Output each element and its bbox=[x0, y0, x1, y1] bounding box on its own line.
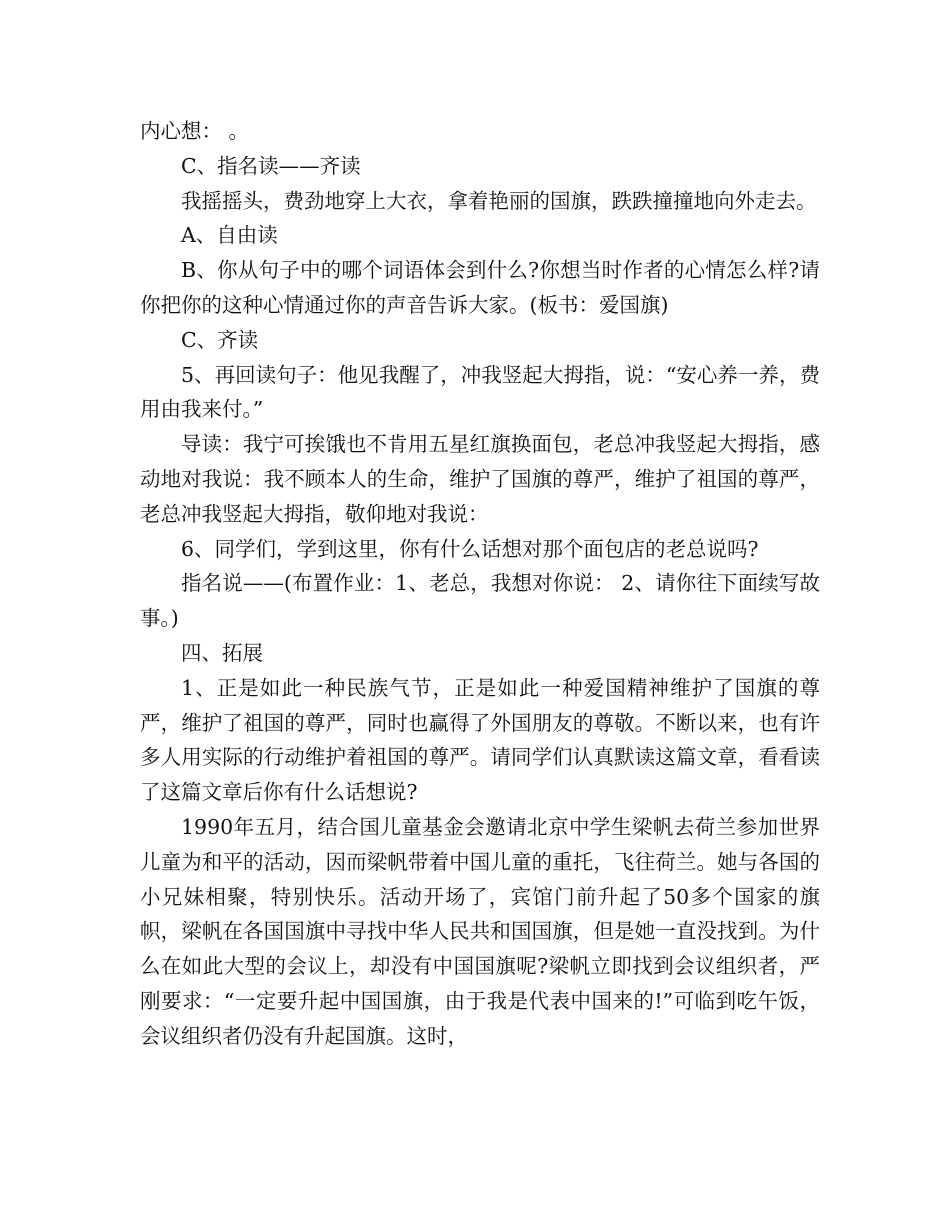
paragraph: 1990年五月，结合国儿童基金会邀请北京中学生梁帆去荷兰参加世界儿童为和平的活动，因而梁帆带着中国儿童的重托，飞往荷兰。她与各国的小兄妹相聚，特别快乐。活动开场了，宾馆门前升起了50多个国家的旗帜，梁帆在各国国旗中寻找中华人民共和国国旗，但是她一直没找到。为什么在如此大型的会议上，却没有中国国旗呢?梁帆立即找到会议组织者，严刚要求：“一定要升起中国国旗，由于我是代表中国来的!”可临到吃午饭，会议组织者仍没有升起国旗。这时， bbox=[140, 814, 820, 1048]
paragraph: 导读：我宁可挨饿也不肯用五星红旗换面包，老总冲我竖起大拇指，感动地对我说：我不顾本人的生命，维护了国旗的尊严，维护了祖国的尊严，老总冲我竖起大拇指，敬仰地对我说： bbox=[140, 432, 820, 526]
paragraph: C、指名读——齐读 bbox=[181, 153, 361, 178]
paragraph: C、齐读 bbox=[181, 327, 259, 352]
document-body bbox=[140, 114, 820, 1054]
paragraph: 指名说——(布置作业：1、老总，我想对你说： 2、请你往下面续写故事。) bbox=[140, 571, 820, 631]
paragraph: 内心想： 。 bbox=[140, 119, 250, 143]
paragraph: 我摇摇头，费劲地穿上大衣，拿着艳丽的国旗，跌跌撞撞地向外走去。 bbox=[181, 188, 817, 213]
paragraph: 1、正是如此一种民族气节，正是如此一种爱国精神维护了国旗的尊严，维护了祖国的尊严，同时也赢得了外国朋友的尊敬。不断以来，也有许多人用实际的行动维护着祖国的尊严。请同学们认真默读这篇文章，看看读了这篇文章后你有什么话想说? bbox=[140, 675, 820, 805]
section-heading: 四、拓展 bbox=[181, 640, 263, 665]
paragraph: A、自由读 bbox=[181, 223, 278, 248]
paragraph: B、你从句子中的哪个词语体会到什么?你想当时作者的心情怎么样?请你把你的这种心情通过你的声音告诉大家。(板书：爱国旗) bbox=[140, 258, 820, 317]
paragraph: 6、同学们，学到这里，你有什么话想对那个面包店的老总说吗? bbox=[181, 536, 759, 561]
paragraph: 5、再回读句子：他见我醒了，冲我竖起大拇指，说：“安心养一养，费用由我来付。” bbox=[140, 362, 820, 422]
